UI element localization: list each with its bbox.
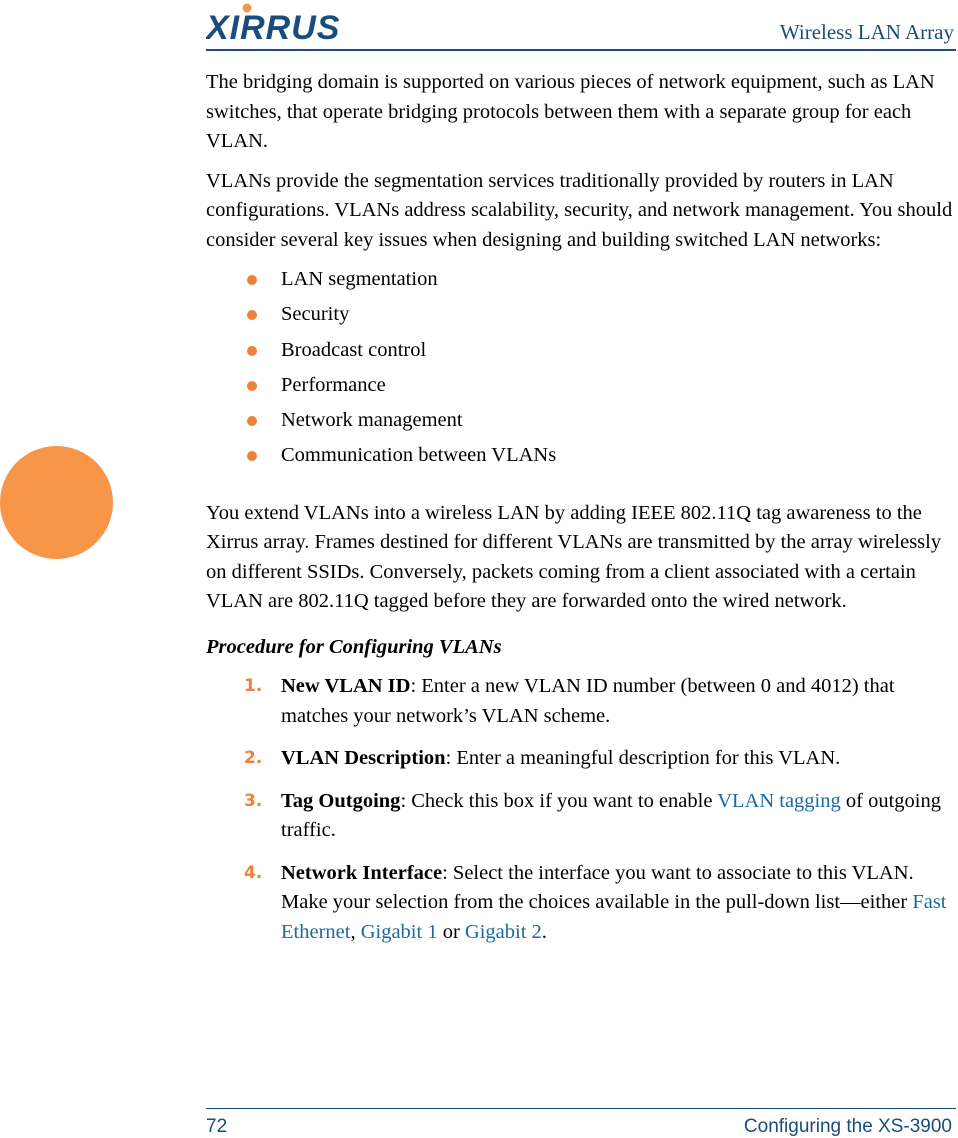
step-network-interface: 4. Network Interface: Select the interface you want to associate to this VLAN. Make your selection from the choices available in the pull-down list—either Fast Ethernet, Gigabit 1 or Gigabit 2. [206,859,954,948]
list-item: Performance [206,371,954,406]
bullet-dot-icon [247,381,257,391]
procedure-steps [206,672,954,947]
list-item: Network management [206,406,954,441]
step-number: 1. [244,676,263,697]
main-content [206,68,954,960]
bullet-dot-icon [247,275,257,285]
chapter-tab-marker [0,446,113,559]
step-new-vlan-id [206,672,954,731]
paragraph-bridging: The bridging domain is supported on various pieces of network equipment, such as LAN switches, that operate bridging protocols between them with a separate group for each VLAN. [206,71,935,152]
list-item: LAN segmentation [206,265,954,300]
fast-ethernet-link[interactable]: Fast Ethernet [281,891,947,943]
page-number: 72 [206,1116,228,1137]
step-text: of outgoing traffic. [281,789,941,842]
vlan-tagging-link[interactable]: VLAN tagging [717,789,841,812]
gigabit-1-link[interactable]: Gigabit 1 [360,920,438,943]
step-text: : Enter a meaningful description for this VLAN. [445,747,841,770]
step-tag-outgoing [206,787,954,846]
step-term: Network Interface [281,861,443,884]
xirrus-logo [206,2,366,42]
step-number: 3. [244,790,263,811]
list-item: Communication between VLANs [206,441,954,476]
step-text: : Enter a new VLAN ID number (between 0 and 4012) that matches your network’s VLAN scheme. [281,675,895,727]
step-number: 2. [244,748,263,769]
step-text: : Select the interface you want to associate to this VLAN. Make your selection from the choices available in the pull-down list—either [281,861,914,914]
step-term: Tag Outgoing [281,789,401,812]
footer-divider [206,1108,956,1109]
list-item: Broadcast control [206,336,954,371]
list-item: Security [206,300,954,335]
footer-section-title: Configuring the XS-3900 [743,1116,952,1137]
paragraph-wireless-vlans: You extend VLANs into a wireless LAN by adding IEEE 802.11Q tag awareness to the Xirrus array. Frames destined for different VLANs are transmitted by the array wirelessly on different SSIDs. Conversely, packets coming from a client associated with a certain VLAN are 802.11Q tagged before they are forwarded onto the wired network. [206,501,942,613]
page-header-title: Wireless LAN Array [779,20,954,44]
step-text: : Check this box if you want to enable [400,789,718,812]
step-number: 4. [244,862,263,883]
bullet-dot-icon [247,310,257,320]
logo-text: XIRRUS [206,9,341,42]
issues-list [206,265,954,477]
step-vlan-description [206,744,954,774]
step-term: New VLAN ID [281,675,411,698]
bullet-dot-icon [247,416,257,426]
procedure-heading: Procedure for Configuring VLANs [206,635,502,658]
bullet-dot-icon [247,451,257,461]
header-divider [206,49,956,51]
paragraph-vlans: VLANs provide the segmentation services traditionally provided by routers in LAN configurations. VLANs address scalability, security, and network management. You should consider several key issues when designing and building switched LAN networks: [206,169,953,251]
bullet-dot-icon [247,346,257,356]
step-term: VLAN Description [281,747,446,770]
gigabit-2-link[interactable]: Gigabit 2 [464,920,542,943]
